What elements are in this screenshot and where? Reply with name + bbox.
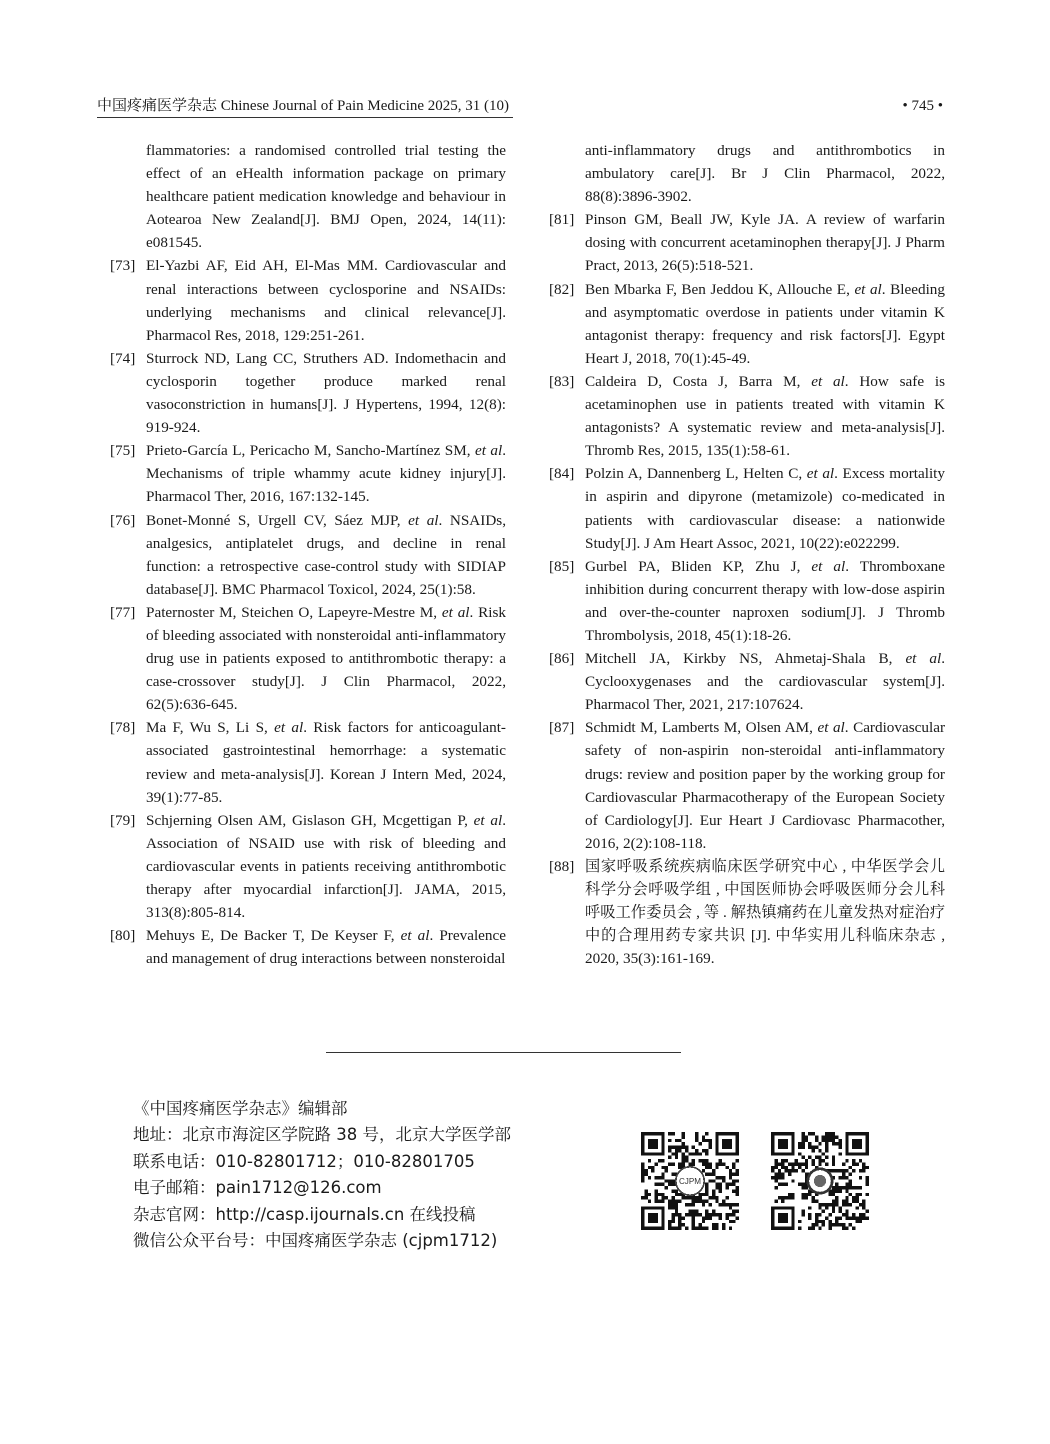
- reference-number: [83]: [549, 372, 575, 390]
- reference-authors: Paternoster M, Steichen O, Lapeyre-Mestre M,: [146, 603, 442, 621]
- reference-authors: Schjerning Olsen AM, Gislason GH, Mcgettigan P,: [146, 811, 474, 829]
- reference-entry: [549, 555, 945, 647]
- reference-text: . Prevalence and management of drug interactions between nonsteroidal: [146, 927, 506, 968]
- reference-entry: [110, 509, 506, 601]
- et-al: et al: [806, 465, 835, 483]
- reference-entry: [549, 855, 945, 970]
- reference-authors: Bonet-Monné S, Urgell CV, Sáez MJP,: [146, 511, 409, 529]
- reference-number: [73]: [110, 257, 136, 275]
- et-al: et al: [474, 442, 503, 460]
- reference-text: . Association of NSAID use with risk of bleeding and cardiovascular events in patients receiving antithrombotic therapy after myocardial infarction[J]. JAMA, 2015, 313(8):805-814.: [146, 811, 506, 922]
- reference-text: . Cardiovascular safety of non-aspirin non-steroidal anti-inflammatory drugs: review and position paper by the working group for Cardiovascular Pharmacotherapy of the European Society of Cardiology[J]. Eur Heart J Cardiovasc Pharmacother, 2016, 2(2):108-118.: [585, 719, 945, 852]
- reference-text: . Mechanisms of triple whammy acute kidney injury[J]. Pharmacol Ther, 2016, 167:132-145.: [146, 442, 506, 506]
- reference-text: anti-inflammatory drugs and antithrombotics in ambulatory care[J]. Br J Clin Pharmacol, 2022, 88(8):3896-3902.: [585, 142, 945, 206]
- reference-text: Pinson GM, Beall JW, Kyle JA. A review of warfarin dosing with concurrent acetaminophen therapy[J]. J Pharm Pract, 2013, 26(5):518-521.: [585, 211, 945, 275]
- et-al: et al: [441, 603, 470, 621]
- reference-authors: Mitchell JA, Kirkby NS, Ahmetaj-Shala B,: [585, 650, 906, 668]
- et-al: et al: [274, 719, 304, 737]
- journal-running-title: 中国疼痛医学杂志 Chinese Journal of Pain Medicine 2025, 31 (10): [97, 96, 513, 118]
- reference-authors: Ben Mbarka F, Ben Jeddou K, Allouche E,: [585, 280, 855, 298]
- reference-number: [87]: [549, 719, 575, 737]
- page-number: • 745 •: [902, 98, 943, 114]
- reference-column-right: [549, 139, 945, 970]
- reference-text: 国家呼吸系统疾病临床医学研究中心 , 中华医学会儿科学分会呼吸学组 , 中国医师协会呼吸医师分会儿科呼吸工作委员会 , 等 . 解热镇痛药在儿童发热对症治疗中的合理用药专家共识 [J]. 中华实用儿科临床杂志 , 2020, 35(3):161-169.: [585, 857, 945, 968]
- et-al: et al: [811, 557, 846, 575]
- reference-number: [80]: [110, 927, 136, 945]
- reference-text: . Thromboxane inhibition during concurrent therapy with low-dose aspirin and over-the-counter naproxen sodium[J]. J Thromb Thrombolysis, 2018, 45(1):18-26.: [585, 557, 946, 644]
- reference-authors: Schmidt M, Lamberts M, Olsen AM,: [585, 719, 818, 737]
- reference-entry: [549, 208, 945, 277]
- et-al: et al: [817, 719, 845, 737]
- reference-entry: [110, 924, 506, 970]
- reference-number: [86]: [549, 650, 575, 668]
- et-al: et al: [811, 372, 845, 390]
- et-al: et al: [400, 927, 430, 945]
- reference-entry: [110, 347, 506, 439]
- reference-text: Sturrock ND, Lang CC, Struthers AD. Indomethacin and cyclosporin together produce marked renal vasoconstriction in humans[J]. J Hypertens, 1994, 12(8): 919-924.: [146, 349, 506, 437]
- reference-entry: [549, 370, 945, 462]
- et-al: et al: [854, 280, 882, 298]
- qr-code-icon: [641, 1132, 739, 1230]
- reference-number: [88]: [549, 857, 575, 875]
- reference-entry: [549, 278, 945, 370]
- journal-logo: CJPM: [678, 1177, 702, 1187]
- reference-entry: [549, 462, 945, 554]
- reference-authors: Mehuys E, De Backer T, De Keyser F,: [146, 927, 401, 945]
- editorial-website: 杂志官网：http://casp.ijournals.cn 在线投稿: [133, 1204, 476, 1224]
- reference-continuation: [110, 139, 506, 254]
- editorial-address: 地址：北京市海淀区学院路 38 号，北京大学医学部: [133, 1125, 511, 1145]
- editorial-phone: 联系电话：010-82801712；010-82801705: [133, 1151, 475, 1171]
- reference-authors: Gurbel PA, Bliden KP, Zhu J,: [585, 557, 812, 575]
- reference-number: [74]: [110, 349, 136, 367]
- reference-authors: Caldeira D, Costa J, Barra M,: [585, 372, 812, 390]
- reference-text: flammatories: a randomised controlled trial testing the effect of an eHealth information package on primary healthcare patient medication knowledge and behaviour in Aotearoa New Zealand[J]. BMJ Open, 2024, 14(11): e081545.: [146, 142, 506, 252]
- reference-text: . Risk of bleeding associated with nonsteroidal anti-inflammatory drug use in patients exposed to antithrombotic therapy: a case-crossover study[J]. J Clin Pharmacol, 2022, 62(5):636-645.: [146, 603, 506, 714]
- reference-entry: [110, 809, 506, 924]
- reference-entry: [549, 647, 945, 716]
- reference-text: . Cyclooxygenases and the cardiovascular system[J]. Pharmacol Ther, 2021, 217:107624.: [585, 650, 945, 714]
- reference-entry: [110, 254, 506, 346]
- reference-number: [85]: [549, 557, 575, 575]
- reference-text: . Risk factors for anticoagulant-associated gastrointestinal hemorrhage: a systematic review and meta-analysis[J]. Korean J Intern Med, 2024, 39(1):77-85.: [146, 719, 506, 806]
- reference-authors: Prieto-García L, Pericacho M, Sancho-Martínez SM,: [146, 442, 475, 460]
- reference-text: . NSAIDs, analgesics, antiplatelet drugs, and decline in renal function: a retrospective case-control study with SIDIAP database[J]. BMC Pharmacol Toxicol, 2024, 25(1):58.: [146, 511, 506, 598]
- reference-number: [78]: [110, 719, 136, 737]
- et-al: et al: [408, 511, 439, 529]
- running-header: [97, 96, 943, 118]
- reference-authors: Ma F, Wu S, Li S,: [146, 719, 275, 737]
- reference-number: [76]: [110, 511, 136, 529]
- editorial-office-name: 《中国疼痛医学杂志》编辑部: [133, 1099, 348, 1118]
- reference-entry: [110, 716, 506, 808]
- section-divider: [326, 1052, 681, 1053]
- reference-text: El-Yazbi AF, Eid AH, El-Mas MM. Cardiovascular and renal interactions between cyclosporine and NSAIDs: underlying mechanisms and clinical relevance[J]. Pharmacol Res, 2018, 129:251-261.: [146, 257, 506, 344]
- et-al: et al: [905, 650, 942, 668]
- reference-column-left: [110, 139, 506, 970]
- reference-number: [84]: [549, 465, 575, 483]
- reference-entry: [110, 601, 506, 716]
- et-al: et al: [473, 811, 503, 829]
- reference-number: [79]: [110, 811, 136, 829]
- qr-code-icon: [771, 1132, 869, 1230]
- reference-entry: [549, 716, 945, 855]
- reference-number: [75]: [110, 442, 136, 460]
- reference-authors: Polzin A, Dannenberg L, Helten C,: [585, 465, 807, 483]
- reference-text: . Excess mortality in aspirin and dipyrone (metamizole) co-medicated in patients with cardiovascular disease: a nationwide Study[J]. J Am Heart Assoc, 2021, 10(22):e022299.: [585, 465, 945, 552]
- reference-entry: [110, 439, 506, 508]
- editorial-office-info: [133, 1096, 511, 1254]
- reference-text: . Bleeding and asymptomatic overdose in patients under vitamin K antagonist therapy: frequency and risk factors[J]. Egypt Heart J, 2018, 70(1):45-49.: [585, 280, 945, 367]
- editorial-wechat: 微信公众平台号：中国疼痛医学杂志 (cjpm1712): [133, 1231, 498, 1251]
- reference-continuation: [549, 139, 945, 208]
- reference-number: [77]: [110, 603, 136, 621]
- reference-number: [82]: [549, 280, 575, 298]
- editorial-email: 电子邮箱：pain1712@126.com: [133, 1178, 382, 1198]
- reference-number: [81]: [549, 211, 575, 229]
- reference-text: . How safe is acetaminophen use in patients treated with vitamin K antagonists? A systematic review and meta-analysis[J]. Thromb Res, 2015, 135(1):58-61.: [585, 372, 946, 460]
